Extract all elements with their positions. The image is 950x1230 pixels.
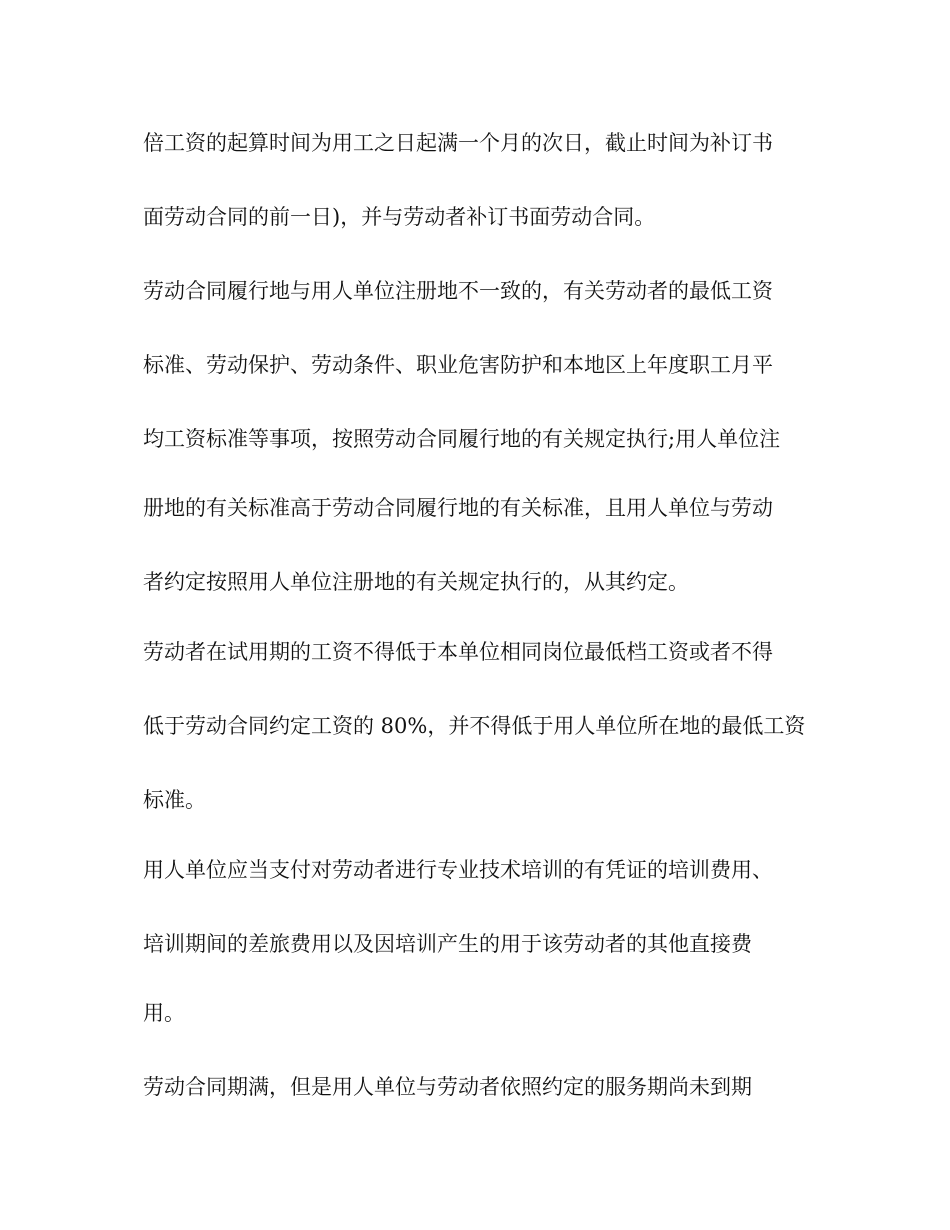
- text-line: 标准。: [143, 788, 206, 812]
- text-line: 面劳动合同的前一日)，并与劳动者补订书面劳动合同。: [143, 205, 656, 229]
- text-line: 劳动合同履行地与用人单位注册地不一致的，有关劳动者的最低工资: [143, 279, 773, 303]
- text-line: 册地的有关标准高于劳动合同履行地的有关标准，且用人单位与劳动: [143, 496, 773, 520]
- text-line: 均工资标准等事项，按照劳动合同履行地的有关规定执行;用人单位注: [143, 427, 781, 451]
- text-line: 培训期间的差旅费用以及因培训产生的用于该劳动者的其他直接费: [143, 932, 752, 956]
- text-line: 者约定按照用人单位注册地的有关规定执行的，从其约定。: [143, 570, 689, 594]
- text-line: 用人单位应当支付对劳动者进行专业技术培训的有凭证的培训费用、: [143, 858, 773, 882]
- text-line: 劳动合同期满，但是用人单位与劳动者依照约定的服务期尚未到期: [143, 1075, 752, 1099]
- text-line: 低于劳动合同约定工资的 80%，并不得低于用人单位所在地的最低工资: [143, 714, 806, 738]
- text-line: 劳动者在试用期的工资不得低于本单位相同岗位最低档工资或者不得: [143, 640, 773, 664]
- text-line: 标准、劳动保护、劳动条件、职业危害防护和本地区上年度职工月平: [143, 353, 773, 377]
- text-line: 倍工资的起算时间为用工之日起满一个月的次日，截止时间为补订书: [143, 131, 773, 155]
- text-line: 用。: [143, 1001, 185, 1025]
